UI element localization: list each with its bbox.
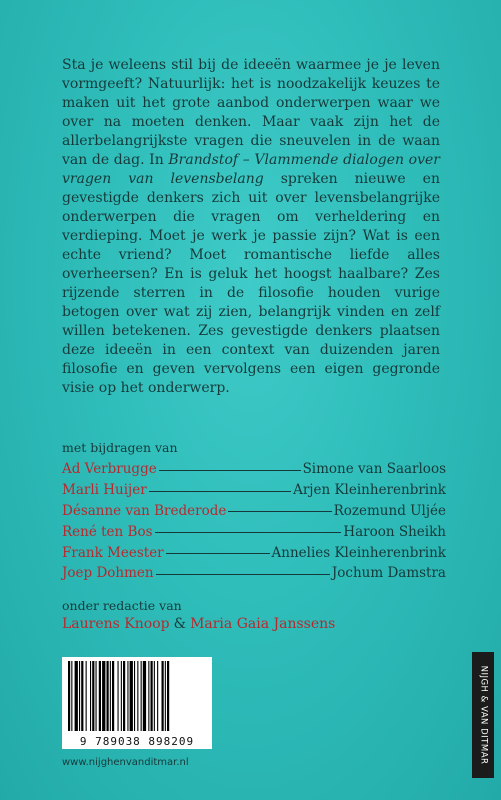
ampersand: & [173,616,187,632]
barcode-bar [118,661,119,731]
contributor-row [62,501,446,522]
contributor-row [62,542,446,563]
barcode-bar [134,661,135,731]
connector-line [156,574,330,575]
editor-name: Laurens Knoop [62,616,170,632]
back-cover-blurb [62,56,440,398]
contributor-established: Annelies Kleinherenbrink [271,544,446,561]
barcode-bar [162,661,164,731]
publisher-website: www.nijghenvanditmar.nl [62,757,189,768]
barcode-bar [157,661,158,731]
barcode-bar [71,661,72,731]
barcode-bar [127,661,128,731]
contributors-label: met bijdragen van [62,440,178,455]
barcode-bar [141,661,142,731]
contributor-established: Haroon Sheikh [343,523,446,540]
contributor-rising-star: Joep Dohmen [62,565,154,582]
contributor-established: Rozemund Uljée [333,502,446,519]
blurb-rest: spreken nieuwe en gevestigde denkers zich uit over levensbelangrijke onderwerpen die vragen om verheldering en verdieping. Moet je werk je passie zijn? Wat is een echte vriend? Moet romantische liefde alles overheersen? En is geluk het hoogst haalbare? Zes rijzende sterren in de filosofie houden vurige betogen over wat zij zien, belangrijk vinden en zelf willen betekenen. Zes gevestigde denkers plaatsen deze ideeën in een context van duizenden jaren filosofie en geven vervolgens een eigen gegronde visie op het onderwerp. [62,171,440,396]
connector-line [159,470,301,471]
connector-line [228,511,331,512]
connector-line [155,532,342,533]
barcode-bar [148,661,149,731]
barcode-bar [165,661,166,731]
isbn-number: 9 789038 898209 [79,735,195,748]
barcode-bar [154,661,155,731]
contributor-rising-star: Frank Meester [62,544,164,561]
editors-label: onder redactie van [62,598,182,613]
barcode-bar [167,661,169,731]
barcode-bar [92,661,94,731]
contributor-rising-star: Marli Huijer [62,482,147,499]
barcode-bar [99,661,101,731]
barcode-bar [68,661,70,731]
barcode-bar [81,661,83,731]
barcode-bars [62,657,212,733]
barcode-bar [112,661,114,731]
contributor-rising-star: Désanne van Brederode [62,502,227,519]
barcode-bar [123,661,125,731]
publisher-logo-text: NIJGH & VAN DITMAR [478,665,489,765]
editor-name: Maria Gaia Janssens [190,616,336,632]
blurb-intro: Sta je weleens stil bij de ideeën waarmee je je leven vormgeeft? Natuurlijk: het is noodzakelijk keuzes te maken uit het grote aanbod onderwerpen waar we over na moeten denken. Maar vaak zijn het de allerbelangrijkste vragen die sneuvelen in de waan van de dag. In [62,57,440,168]
barcode-bar [130,661,133,731]
barcode-bar [90,661,91,731]
contributor-row [62,459,446,480]
barcode-bar [79,661,80,731]
barcode-bar [121,661,122,731]
barcode-bar [151,661,153,731]
contributor-row [62,563,446,584]
contributor-rising-star: René ten Bos [62,523,153,540]
contributor-established: Jochum Damstra [331,565,446,582]
connector-line [149,491,291,492]
barcode-bar [102,661,105,731]
publisher-logo [472,652,494,778]
barcode-bar [143,661,146,731]
barcode-bar [96,661,97,731]
barcode-bar [86,661,87,731]
contributor-row [62,521,446,542]
connector-line [166,553,270,554]
contributor-row [62,480,446,501]
barcode-bar [75,661,78,731]
barcode-bar [107,661,109,731]
barcode-bar [137,661,138,731]
book-title-italic: Brandstof – Vlammende dialogen over vragen van levensbelang [62,152,440,187]
contributor-rising-star: Ad Verbrugge [62,461,157,478]
editors [62,616,335,632]
contributor-established: Arjen Kleinherenbrink [293,482,446,499]
contributors-list [62,459,446,584]
barcode-bar [110,661,111,731]
contributor-established: Simone van Saarloos [302,461,446,478]
